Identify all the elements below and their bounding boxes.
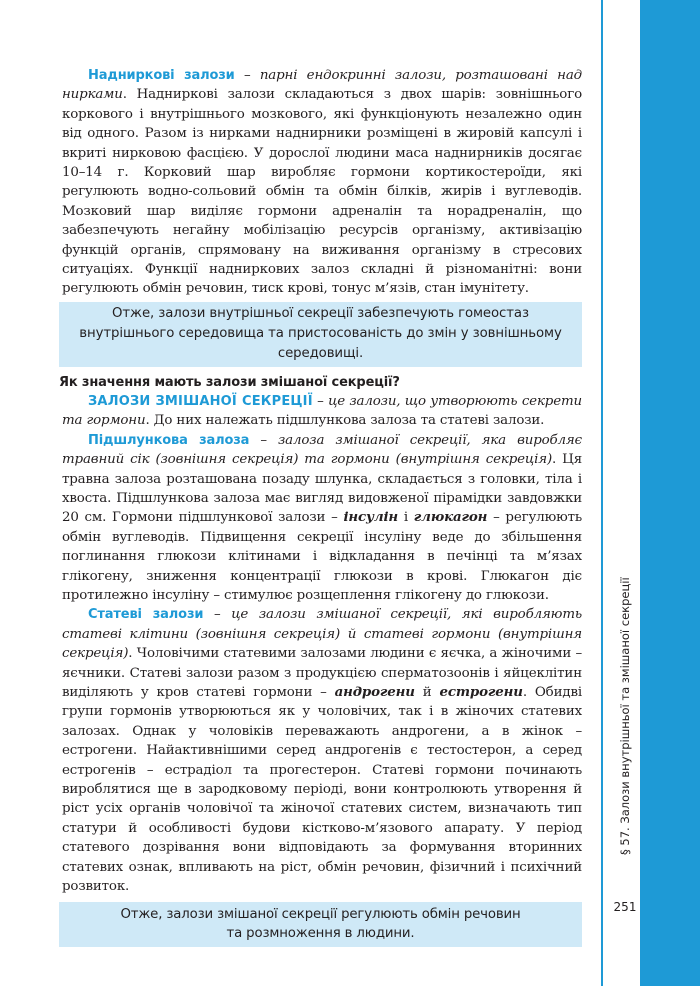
paragraph-mixed-glands [62,392,582,431]
paragraph-sex-glands [62,605,582,896]
dash: – [234,68,260,83]
section-running-title: § 57. Залози внутрішньої та змішаної секреції [618,577,632,855]
dash: – [203,607,232,623]
section-question: Як значення мають залози змішаної секреції? [59,374,400,390]
term-pancreas: Підшлункова залоза [88,432,250,448]
paragraph-body: . До них належать підшлункова залоза та статеві залози. [145,413,545,429]
term-adrenal-glands: Надниркові залози [88,68,235,83]
summary-box-mixed-secretion: Отже, залози змішаної секреції регулюють обмін речовин та розмноження в людини. [59,902,582,947]
hormone-insulin: інсулін [343,509,399,526]
hormone-glucagon: глюкагон [413,509,488,526]
definition-adrenal-glands: парні ендокринні залози, розташовані над нирками [62,68,583,103]
definition-mixed-glands: це залози, що утворюють секрети та гормони [62,393,583,429]
paragraph-body: . Надниркові залози складаються з двох шарів: зовнішнього коркового і внутрішнього мозкового, які функціонують незалежно один від одного. Разом із нирками наднирники розміщені в жировій капсулі і вкриті нирковою фасцією. У дорослої людини маса наднирників досягає 10–14 г. Корковий шар виробляє гормони кортикостероїди, які регулюють водно-сольовий обмін та обмін білків, жирів і вуглеводів. Мозковий шар виділяє гормони адреналін та норадреналін, що забезпечують негайну мобілізацію ресурсів організму, активізацію функцій органів, спрямовану на виживання організму в стресових ситуаціях. Функції надниркових залоз складні й різноманітні: вони регулюють обмін речовин, тиск крові, тонус м’язів, стан імунітету. [62,87,582,297]
sidebar-color-band [640,0,700,986]
paragraph-adrenal-glands [62,66,582,299]
hormone-estrogens: естрогени [439,683,523,700]
dash: – [312,393,329,409]
paragraph-pancreas [62,431,582,606]
sidebar-thin-line [601,0,603,986]
summary-box-endocrine: Отже, залози внутрішньої секреції забезпечують гомеостаз внутрішнього середовища та пристосованість до змін у зовнішньому середовищі. [59,302,582,367]
page-content [59,66,583,947]
page-number: 251 [613,900,637,914]
definition-pancreas: залоза змішаної секреції, яка виробляє травний сік (зовнішня секреція) та гормони (внутрішня секреція) [62,432,582,468]
dash: – [249,432,279,448]
hormone-androgens: андрогени [334,683,415,700]
paragraph-body: – регулюють обмін вуглеводів. Підвищення секреції інсуліну веде до збільшення поглинання глюкози клітинами і відкладання в печінці та м’язах глікогену, зниження концентрації глюкози в крові. Глюкагон діє протилежно інсуліну – стимулює розщеплення глікогену до глюкози. [62,510,582,603]
paragraph-body: . Ця травна залоза розташована позаду шлунка, складається з головки, тіла і хвоста. Підшлункова залоза має вигляд видовженої пірамідки завдовжки 20 см. Гормони підшлункової залози – [62,452,582,526]
definition-sex-glands: це залози змішаної секреції, які виробляють статеві клітини (зовнішня секреція) й статеві гормони (внутрішня секреція) [62,607,583,662]
paragraph-body: . Чоловічими статевими залозами людини є яєчка, а жіночими – яєчники. Статеві залози разом з продукцією сперматозоонів і яйцеклітин виділяють у кров статеві гормони – [62,646,582,700]
term-mixed-secretion-glands: ЗАЛОЗИ ЗМІШАНОЇ СЕКРЕЦІЇ [88,393,313,409]
paragraph-body: . Обидві групи гормонів утворюються як у чоловічих, так і в жіночих статевих залозах. Однак у чоловіків переважають андрогени, а в жінок – естрогени. Найактивнішими серед андрогенів є тестостерон, а серед естрогенів – естрадіол та прогестерон. Статеві гормони починають вироблятися ще в зародковому періоді, вони контролюють утворення й ріст усіх органів чоловічої та жіночої статевих систем, визначають тип статури й особливості будови кістково-м’язового апарату. У період статевого дозрівання вони відповідають за формування вторинних статевих ознак, впливають на ріст, обмін речовин, фізичний і психічний розвиток. [62,684,582,895]
term-sex-glands: Статеві залози [88,607,204,623]
conjunction: і [398,510,414,526]
conjunction: й [414,684,440,700]
